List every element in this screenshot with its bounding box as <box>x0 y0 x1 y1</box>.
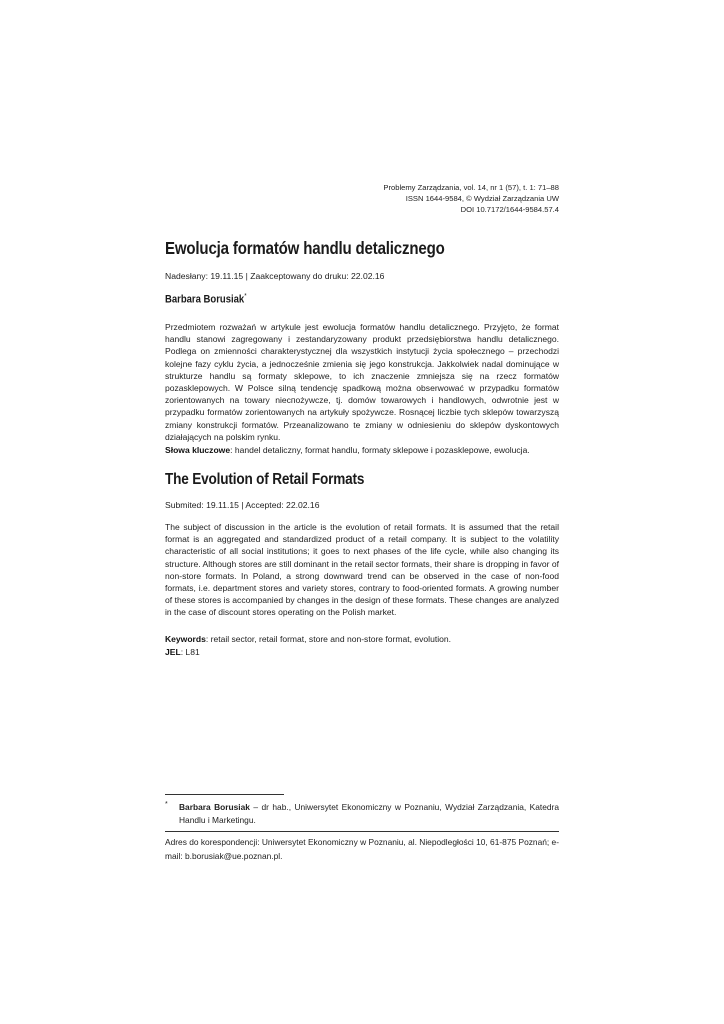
footnote-body <box>165 801 559 826</box>
english-title: The Evolution of Retail Formats <box>165 471 365 488</box>
polish-keywords-text: : handel detaliczny, format handlu, formaty sklepowe i pozasklepowe, ewolucja. <box>230 445 530 455</box>
polish-keywords-label: Słowa kluczowe <box>165 445 231 455</box>
footnote-divider <box>165 794 284 795</box>
journal-issn: ISSN 1644-9584, © Wydział Zarządzania UW <box>405 194 559 203</box>
english-abstract: The subject of discussion in the article is the evolution of retail formats. It is assumed that the retail format is an aggregated and standardized product of a retail company. It is subject to the volatility characteristic of all social institutions; it goes to next phases of the life cycle, while also changing its structure. Although stores are still dominant in the retail sector formats, their share is dropping in favor of non-store formats. In Poland, a strong downward trend can be observed in the case of non-food formats, i.e. department stores and variety stores, contrary to food-oriented formats. A growing number of these stores is accompanied by changes in the design of these formats. These changes are analyzed in the case of discount stores operating on the Polish market. <box>165 522 559 618</box>
footnote-author: Barbara Borusiak <box>179 802 250 812</box>
author-name <box>165 293 247 306</box>
polish-dates: Nadesłany: 19.11.15 | Zaakceptowany do druku: 22.02.16 <box>165 271 385 281</box>
jel-label: JEL <box>165 647 181 657</box>
journal-citation: Problemy Zarządzania, vol. 14, nr 1 (57), t. 1: 71–88 <box>383 183 559 192</box>
footnote-mark: * <box>165 801 168 808</box>
footnote-text: – dr hab., Uniwersytet Ekonomiczny w Poznaniu, Wydział Zarządzania, Katedra Handlu i Marketingu. <box>179 802 560 825</box>
jel-value: : L81 <box>180 647 200 657</box>
polish-keywords <box>165 444 559 456</box>
address-divider <box>165 831 559 832</box>
author-footnote <box>165 801 559 826</box>
author-footnote-mark: * <box>244 293 247 300</box>
journal-info <box>165 182 559 215</box>
jel-code <box>165 646 559 658</box>
author-name-text: Barbara Borusiak <box>165 293 245 306</box>
english-keywords <box>165 633 559 645</box>
correspondence-address: Adres do korespondencji: Uniwersytet Ekonomiczny w Poznaniu, al. Niepodległości 10, 61-875 Poznań; e-mail: b.borusiak@ue.poznan.pl. <box>165 837 559 861</box>
english-keywords-text: : retail sector, retail format, store and non-store format, evolution. <box>205 634 451 644</box>
polish-abstract: Przedmiotem rozważań w artykule jest ewolucja formatów handlu detalicznego. Przyjęto, że format handlu stanowi zagregowany i zestandaryzowany produkt przedsiębiorstwa handlu detalicznego. Podlega on zmienności charakterystycznej dla wszystkich instytucji życia społecznego – przechodzi kolejne fazy cyklu życia, a jednocześnie zmienia się jego konstrukcja. Jakkolwiek nadal dominujące w strukturze handlu są formaty sklepowe, to ich znaczenie zmniejsza się na rzecz formatów pozasklepowych. W Polsce silną tendencję spadkową można obserwować w przypadku formatów zorientowanych na towary nieспożywcze, tj. domów towarowych i handlowych, odwrotnie jest w przypadku formatów zorientowanych na artykuły spożywcze. Rosnącej liczbie tych sklepów towarzyszą zmiany konstrukcji formatów. Przeanalizowano te zmiany w odniesieniu do sklepów dyskontowych działających na polskim rynku. <box>165 322 559 442</box>
journal-doi: DOI 10.7172/1644-9584.57.4 <box>460 205 559 214</box>
english-dates: Submited: 19.11.15 | Accepted: 22.02.16 <box>165 500 320 510</box>
english-keywords-label: Keywords <box>165 634 206 644</box>
polish-title: Ewolucja formatów handlu detalicznego <box>165 238 445 258</box>
